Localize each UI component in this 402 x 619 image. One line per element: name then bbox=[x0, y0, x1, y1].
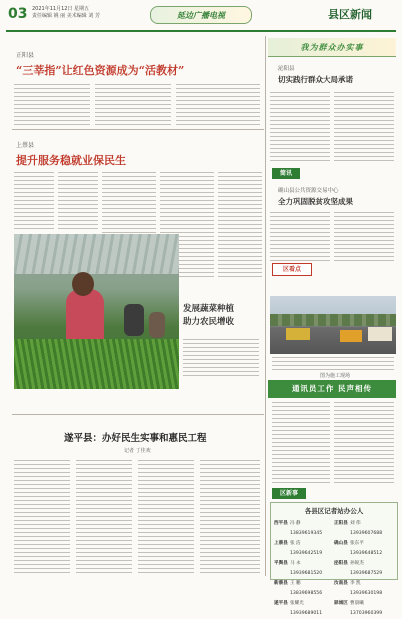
county-name: 驿城区 bbox=[334, 601, 348, 606]
body-text-col-2 bbox=[58, 172, 98, 232]
caption-headline-line1: 发展蔬菜种植 bbox=[183, 304, 235, 314]
contact-info: 张东平 13939648512 bbox=[350, 541, 383, 556]
body-text-col-2 bbox=[334, 92, 394, 164]
body-text-col-3 bbox=[138, 460, 194, 574]
body-text-col-2 bbox=[76, 460, 132, 574]
contact-info: 张耀光 13939689011 bbox=[290, 601, 323, 616]
infobox-row bbox=[271, 539, 397, 559]
photo-caption-block bbox=[183, 303, 263, 363]
headline: “三莘指”让红色资源成为“活教材” bbox=[16, 64, 185, 77]
body-text-col-3 bbox=[176, 84, 260, 128]
article-biyang bbox=[268, 58, 396, 168]
banner-right bbox=[268, 38, 396, 57]
county-name: 西平县 bbox=[274, 521, 288, 526]
kandian-tag bbox=[272, 263, 312, 276]
right-lower-col-2 bbox=[334, 402, 394, 486]
body-text-col-4 bbox=[200, 460, 260, 574]
body-text-col-1 bbox=[270, 92, 330, 164]
body-text-col-2 bbox=[334, 212, 394, 262]
section-title: 县区新闻 bbox=[328, 8, 372, 21]
banner-right-2 bbox=[268, 380, 396, 398]
contact-info: 张 洁 13939642519 bbox=[290, 541, 323, 556]
contact-info: 王 鹏 13839698556 bbox=[290, 581, 323, 596]
body-text-col-2 bbox=[95, 84, 171, 128]
kicker: 确山县公共资源交易中心 bbox=[278, 188, 339, 194]
reporter-station-box bbox=[270, 502, 398, 616]
kicker: 泌阳县 bbox=[278, 66, 295, 72]
farmer-head bbox=[72, 272, 94, 296]
contact-info: 刘 伟 13939607688 bbox=[350, 521, 383, 536]
kicker: 上蔡县 bbox=[16, 142, 35, 149]
contact-info: 李 凯 13939630198 bbox=[350, 581, 383, 596]
headline: 遂平县：办好民生实事和惠民工程 bbox=[64, 433, 207, 444]
xinshi-label: 区新事 bbox=[279, 490, 298, 497]
infobox-title: 各县区记者站办公人 bbox=[304, 507, 364, 515]
infobox-rows bbox=[271, 519, 397, 619]
county-name: 泌阳县 bbox=[334, 561, 348, 566]
banner2-text: 通讯员工作 民声相传 bbox=[291, 384, 373, 393]
infobox-row bbox=[271, 559, 397, 579]
county-name: 上蔡县 bbox=[274, 541, 288, 546]
contact-info: 曹晨曦 13703960399 bbox=[350, 601, 383, 616]
infobox-row bbox=[271, 519, 397, 539]
county-name: 遂平县 bbox=[274, 601, 288, 606]
headline: 全力巩固脱贫攻坚成果 bbox=[278, 197, 353, 206]
kandian-label: 区看点 bbox=[282, 266, 301, 273]
masthead bbox=[0, 0, 402, 36]
infobox-row bbox=[271, 579, 397, 599]
vegetable-farmer-photo bbox=[14, 234, 179, 389]
trees bbox=[270, 314, 396, 326]
county-name: 新蔡县 bbox=[274, 581, 288, 586]
county-name: 正阳县 bbox=[334, 521, 348, 526]
body-text-col-1 bbox=[14, 460, 70, 574]
county-name: 平舆县 bbox=[274, 561, 288, 566]
county-name: 汝南县 bbox=[334, 581, 348, 586]
article-zhengyang bbox=[6, 36, 264, 128]
road-photo-caption bbox=[272, 357, 394, 371]
logo-text: 延边广播电视 bbox=[177, 10, 225, 20]
caption-headline-line2: 助力农民增收 bbox=[183, 317, 235, 327]
road-photo-caption-text: 图为施工现场 bbox=[320, 373, 351, 379]
article-queshan bbox=[268, 182, 396, 262]
right-lower-col-1 bbox=[272, 402, 330, 486]
headline: 切实践行群众大局承诺 bbox=[278, 75, 353, 84]
editor-line: 责任编辑 姚 丽 美术编辑 刘 芳 bbox=[32, 13, 100, 19]
article-suiping bbox=[6, 418, 264, 578]
contact-info: 马 永 13939681520 bbox=[290, 561, 323, 576]
body-text-col-1 bbox=[14, 172, 54, 232]
roller bbox=[340, 330, 362, 342]
infobox-row bbox=[271, 599, 397, 619]
county-name: 确山县 bbox=[334, 541, 348, 546]
paver bbox=[368, 327, 392, 341]
caption-text bbox=[183, 339, 259, 379]
road-construction-photo bbox=[270, 296, 396, 354]
xinshi-tag bbox=[272, 488, 306, 499]
truck bbox=[286, 328, 310, 340]
contact-info: 冯 静 13839619345 bbox=[290, 521, 323, 536]
byline: 记者 丁佳欢 bbox=[124, 448, 151, 454]
banner-text: 我为群众办实事 bbox=[300, 42, 364, 52]
greenhouse-roof bbox=[14, 234, 179, 274]
body-text-col-5 bbox=[218, 172, 262, 277]
page-number: 03 bbox=[8, 6, 28, 22]
masthead-logo bbox=[150, 6, 252, 24]
body-text-col-1 bbox=[14, 84, 90, 128]
worker-figure bbox=[149, 312, 165, 338]
celery-plants bbox=[14, 339, 179, 389]
jianxun-tag bbox=[272, 168, 300, 179]
worker-figure bbox=[124, 304, 144, 336]
body-text-col-1 bbox=[270, 212, 330, 262]
contact-info: 孙锐杰 13939687529 bbox=[350, 561, 383, 576]
date-line: 2021年11月12日 星期五 bbox=[32, 6, 90, 12]
jianxun-label: 简讯 bbox=[279, 170, 292, 177]
kicker: 正阳县 bbox=[16, 52, 35, 59]
headline: 提升服务稳就业保民生 bbox=[16, 154, 126, 167]
